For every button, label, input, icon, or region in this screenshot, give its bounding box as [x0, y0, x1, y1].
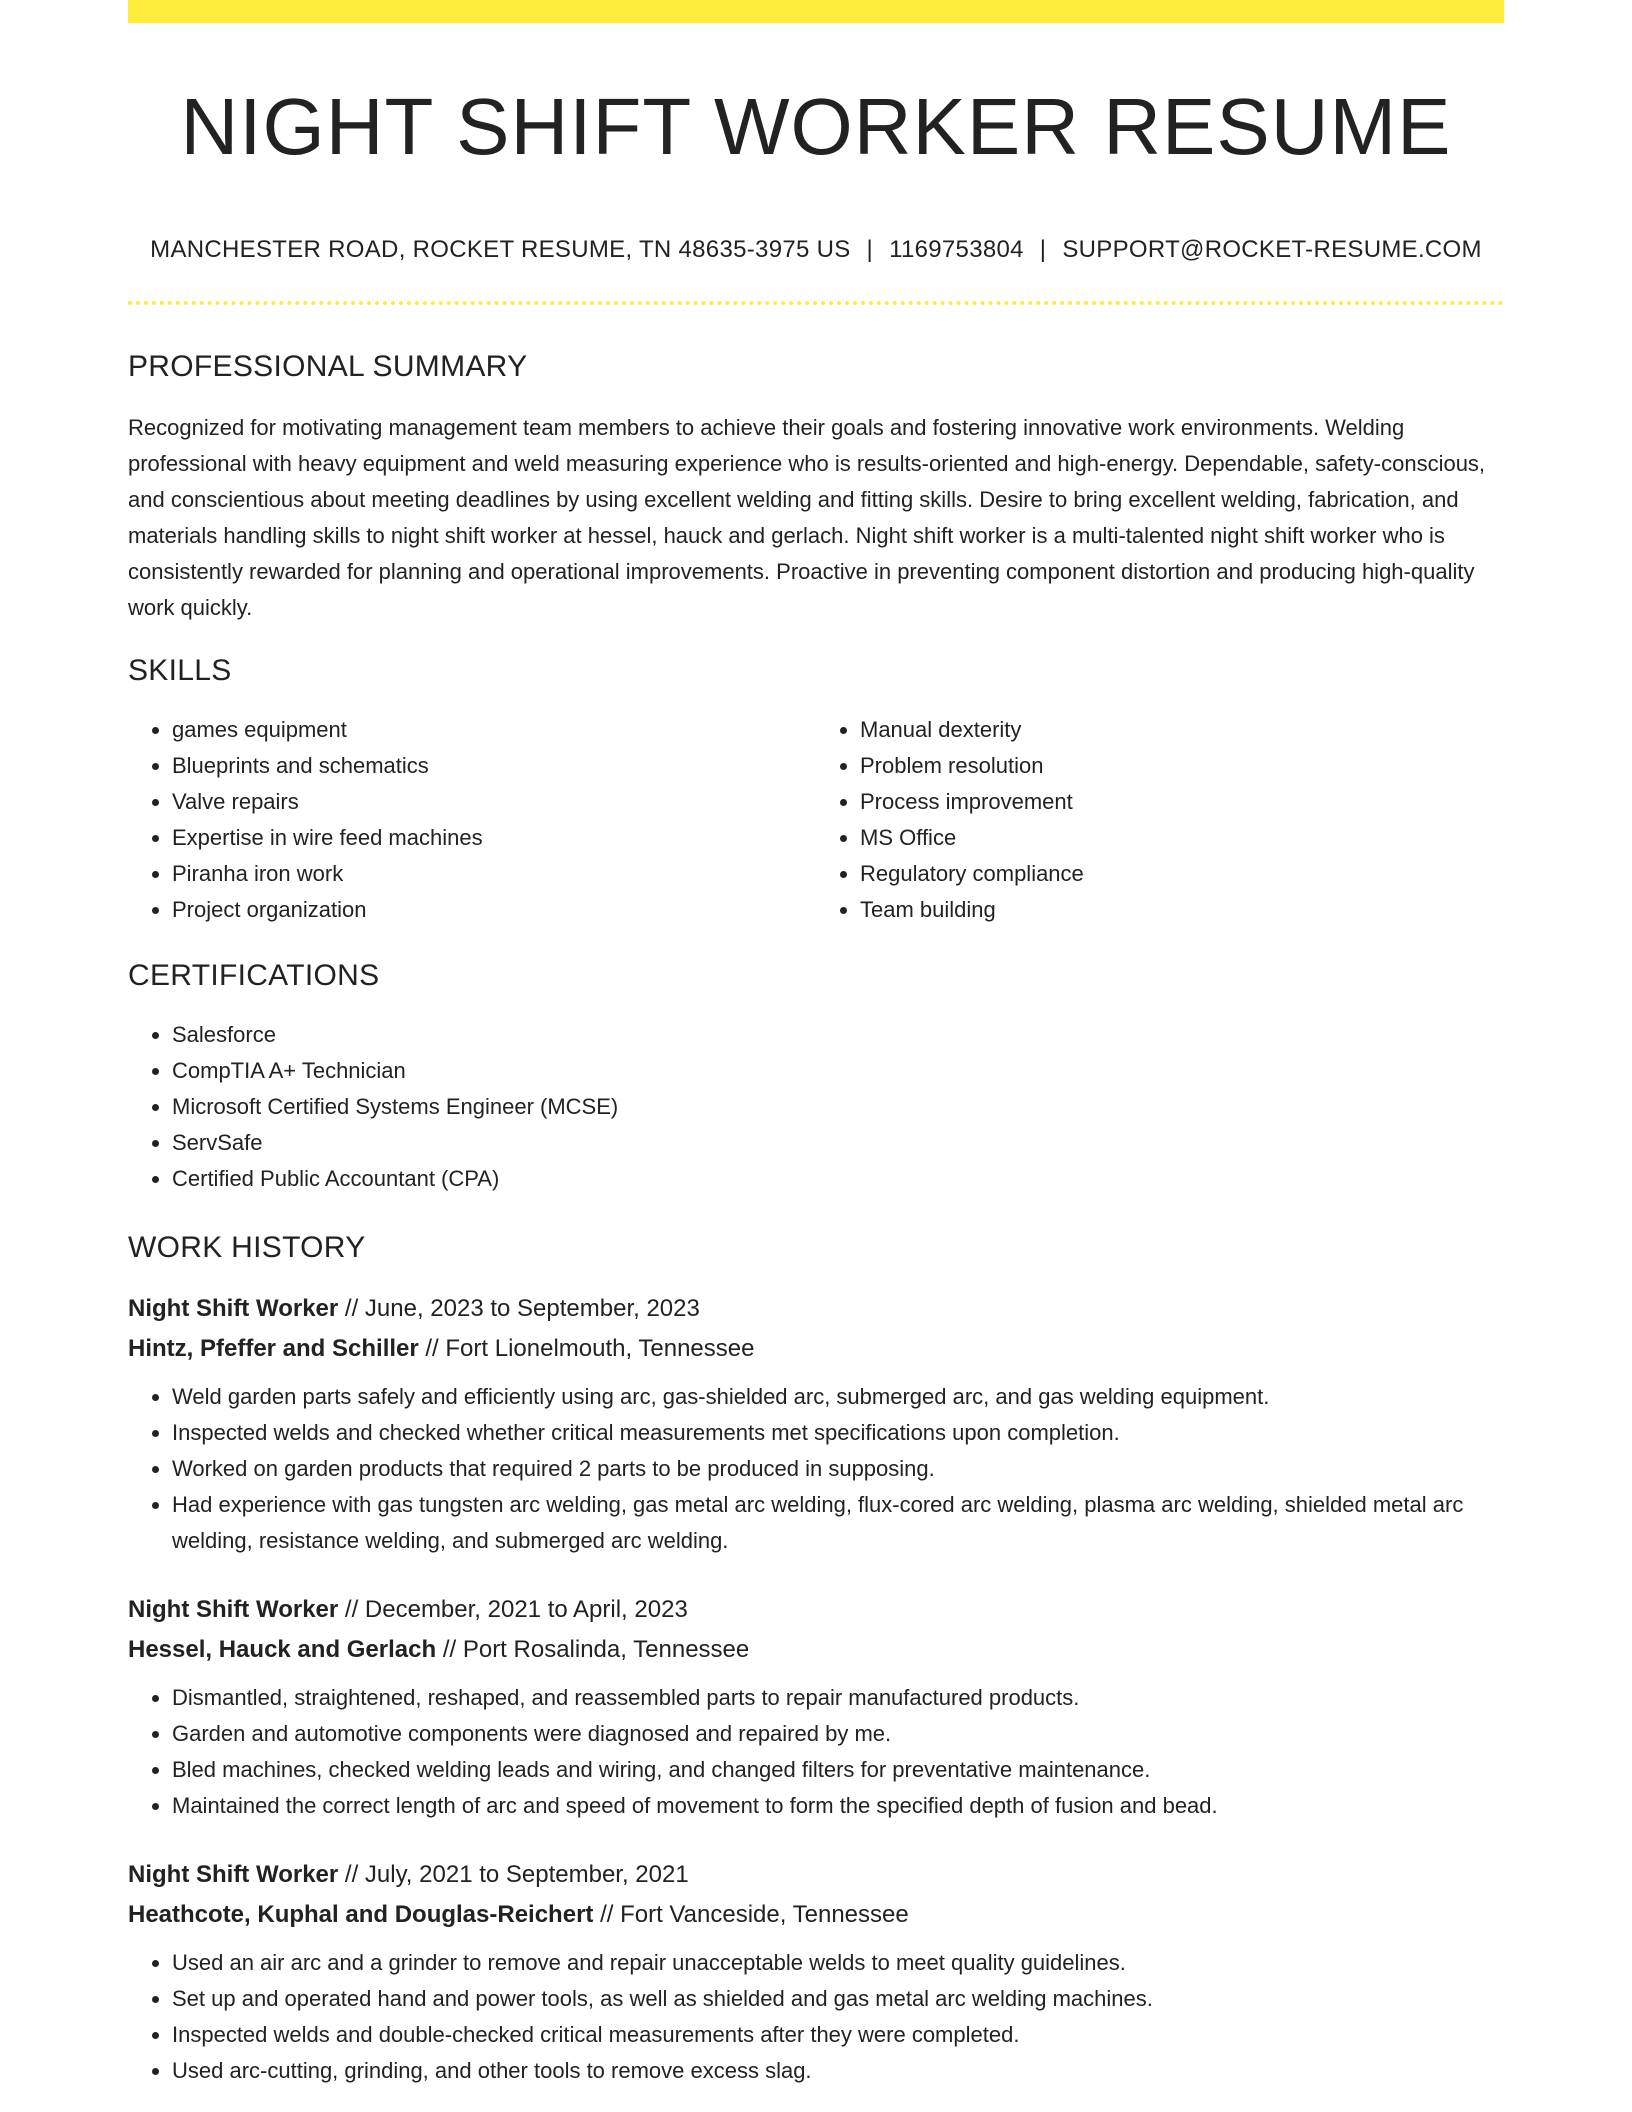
list-item: • Had experience with gas tungsten arc welding, gas metal arc welding, flux-cored arc welding, plasma arc welding, shielded metal arc welding, resistance welding, and submerged arc welding.: [172, 1487, 1504, 1559]
job-title-line: [128, 1289, 1504, 1329]
job-bullets: [128, 1680, 1504, 1824]
list-item: • Garden and automotive components were diagnosed and repaired by me.: [172, 1716, 1504, 1752]
list-item: • Team building: [860, 892, 1504, 928]
job-title-line: [128, 1855, 1504, 1895]
list-item: • CompTIA A+ Technician: [172, 1053, 1504, 1089]
job-entry: [128, 1289, 1504, 1559]
list-item: • Inspected welds and checked whether critical measurements met specifications upon completion.: [172, 1415, 1504, 1451]
job-entry: [128, 1590, 1504, 1824]
contact-separator: |: [866, 236, 874, 263]
contact-separator: |: [1039, 236, 1047, 263]
job-dates: // July, 2021 to September, 2021: [344, 1861, 689, 1888]
list-item: • Piranha iron work: [172, 856, 816, 892]
list-item: • Weld garden parts safely and efficiently using arc, gas-shielded arc, submerged arc, and gas welding equipment.: [172, 1379, 1504, 1415]
work-history-heading: WORK HISTORY: [128, 1231, 366, 1264]
job-title: Night Shift Worker: [128, 1295, 339, 1322]
job-company: Heathcote, Kuphal and Douglas-Reichert: [128, 1901, 594, 1928]
list-item: • Used arc-cutting, grinding, and other tools to remove excess slag.: [172, 2053, 1504, 2089]
job-company-line: [128, 1329, 1504, 1369]
job-title: Night Shift Worker: [128, 1861, 339, 1888]
skills-list-right: [816, 712, 1504, 928]
list-item: • Salesforce: [172, 1017, 1504, 1053]
contact-phone: 1169753804: [889, 236, 1024, 263]
list-item: • Inspected welds and double-checked critical measurements after they were completed.: [172, 2017, 1504, 2053]
skills-list-left: [128, 712, 816, 928]
list-item: • Regulatory compliance: [860, 856, 1504, 892]
list-item: • Used an air arc and a grinder to remove and repair unacceptable welds to meet quality guidelines.: [172, 1945, 1504, 1981]
list-item: • ServSafe: [172, 1125, 1504, 1161]
job-company-line: [128, 1630, 1504, 1670]
list-item: • Microsoft Certified Systems Engineer (MCSE): [172, 1089, 1504, 1125]
job-title-line: [128, 1590, 1504, 1630]
skills-columns: [128, 712, 1504, 928]
job-dates: // December, 2021 to April, 2023: [344, 1596, 688, 1623]
certifications-section: [128, 958, 1504, 1197]
summary-heading: PROFESSIONAL SUMMARY: [128, 350, 528, 383]
summary-section: [128, 349, 1504, 626]
list-item: • Blueprints and schematics: [172, 748, 816, 784]
resume-title: NIGHT SHIFT WORKER RESUME: [180, 82, 1452, 171]
job-company-line: [128, 1895, 1504, 1935]
contact-address: MANCHESTER ROAD, ROCKET RESUME, TN 48635-3975 US: [150, 236, 851, 263]
list-item: • Maintained the correct length of arc and speed of movement to form the specified depth of fusion and bead.: [172, 1788, 1504, 1824]
list-item: • Problem resolution: [860, 748, 1504, 784]
job-company: Hessel, Hauck and Gerlach: [128, 1636, 437, 1663]
job-entry: [128, 1855, 1504, 2089]
skills-section: [128, 653, 1504, 928]
resume-page: [128, 0, 1504, 2089]
list-item: • Project organization: [172, 892, 816, 928]
job-location: // Fort Vanceside, Tennessee: [600, 1901, 909, 1928]
list-item: • Bled machines, checked welding leads and wiring, and changed filters for preventative maintenance.: [172, 1752, 1504, 1788]
list-item: • Dismantled, straightened, reshaped, and reassembled parts to repair manufactured products.: [172, 1680, 1504, 1716]
list-item: • Set up and operated hand and power tools, as well as shielded and gas metal arc welding machines.: [172, 1981, 1504, 2017]
list-item: • Manual dexterity: [860, 712, 1504, 748]
dotted-divider: [128, 301, 1504, 305]
work-history-section: [128, 1230, 1504, 2089]
list-item: • MS Office: [860, 820, 1504, 856]
list-item: • Worked on garden products that required 2 parts to be produced in supposing.: [172, 1451, 1504, 1487]
contact-email[interactable]: SUPPORT@ROCKET-RESUME.COM: [1062, 236, 1482, 263]
job-bullets: [128, 1379, 1504, 1559]
certifications-list: [128, 1017, 1504, 1197]
list-item: • Certified Public Accountant (CPA): [172, 1161, 1504, 1197]
job-bullets: [128, 1945, 1504, 2089]
summary-text: Recognized for motivating management team members to achieve their goals and fostering innovative work environments. Welding professional with heavy equipment and weld measuring experience who is results-oriented and high-energy. Dependable, safety-conscious, and conscientious about meeting deadlines by using excellent welding and fitting skills. Desire to bring excellent welding, fabrication, and materials handling skills to night shift worker at hessel, hauck and gerlach. Night shift worker is a multi-talented night shift worker who is consistently rewarded for planning and operational improvements. Proactive in preventing component distortion and producing high-quality work quickly.: [128, 415, 1486, 620]
job-location: // Port Rosalinda, Tennessee: [442, 1636, 750, 1663]
list-item: • Process improvement: [860, 784, 1504, 820]
list-item: • Valve repairs: [172, 784, 816, 820]
list-item: • Expertise in wire feed machines: [172, 820, 816, 856]
contact-line: [128, 236, 1504, 264]
top-accent-bar: [128, 0, 1504, 23]
job-title: Night Shift Worker: [128, 1596, 339, 1623]
job-dates: // June, 2023 to September, 2023: [344, 1295, 700, 1322]
certifications-heading: CERTIFICATIONS: [128, 959, 380, 992]
skills-heading: SKILLS: [128, 654, 232, 687]
list-item: • games equipment: [172, 712, 816, 748]
job-location: // Fort Lionelmouth, Tennessee: [425, 1335, 755, 1362]
job-company: Hintz, Pfeffer and Schiller: [128, 1335, 419, 1362]
